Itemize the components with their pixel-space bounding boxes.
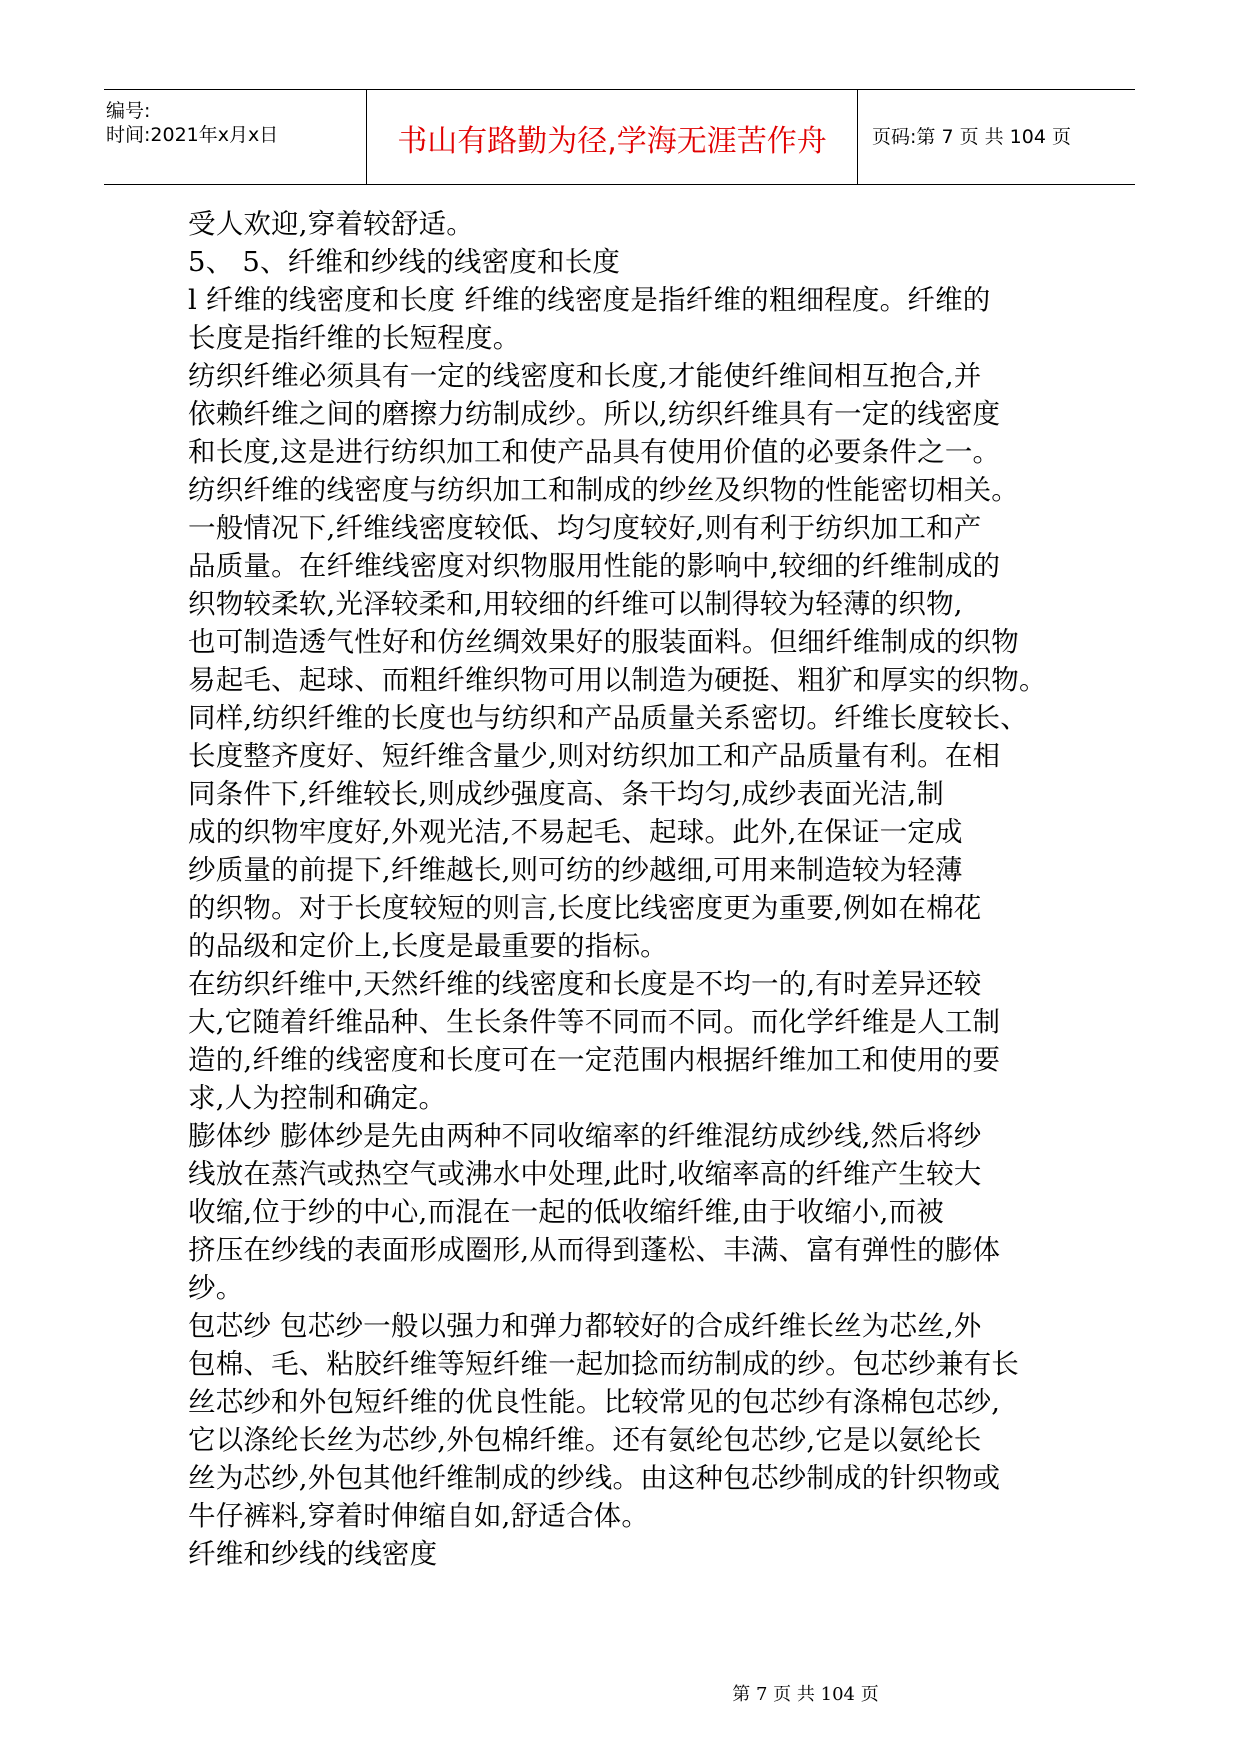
text-line: 品质量。在纤维线密度对织物服用性能的影响中,较细的纤维制成的 <box>188 550 1001 582</box>
text-line: 挤压在纱线的表面形成圈形,从而得到蓬松、丰满、富有弹性的膨体 <box>188 1234 1001 1266</box>
text-line: 和长度,这是进行纺织加工和使产品具有使用价值的必要条件之一。 <box>188 436 1001 468</box>
text-line: 膨体纱 膨体纱是先由两种不同收缩率的纤维混纺成纱线,然后将纱 <box>188 1120 982 1152</box>
text-line: l 纤维的线密度和长度 纤维的线密度是指纤维的粗细程度。纤维的 <box>188 284 991 316</box>
page-footer: 第 7 页 共 104 页 <box>732 1684 879 1705</box>
text-line: 收缩,位于纱的中心,而混在一起的低收缩纤维,由于收缩小,而被 <box>188 1196 944 1228</box>
header-right-cell <box>858 90 1135 184</box>
text-line: 长度是指纤维的长短程度。 <box>188 322 521 354</box>
document-body <box>188 205 1068 1573</box>
motto-text: 书山有路勤为径,学海无涯苦作舟 <box>397 124 827 159</box>
text-line: 长度整齐度好、短纤维含量少,则对纺织加工和产品质量有利。在相 <box>188 740 1001 772</box>
text-line: 同样,纺织纤维的长度也与纺织和产品质量关系密切。纤维长度较长、 <box>188 702 1028 734</box>
text-line: 纺织纤维的线密度与纺织加工和制成的纱丝及织物的性能密切相关。 <box>188 474 1019 506</box>
text-line: 也可制造透气性好和仿丝绸效果好的服装面料。但细纤维制成的织物 <box>188 626 1019 658</box>
page-header <box>104 89 1135 185</box>
text-line: 丝芯纱和外包短纤维的优良性能。比较常见的包芯纱有涤棉包芯纱, <box>188 1386 1001 1418</box>
text-line: 纱质量的前提下,纤维越长,则可纺的纱越细,可用来制造较为轻薄 <box>188 854 963 886</box>
text-line: 造的,纤维的线密度和长度可在一定范围内根据纤维加工和使用的要 <box>188 1044 1001 1076</box>
header-motto-cell <box>366 90 858 184</box>
header-left-cell <box>104 90 366 184</box>
text-line: 大,它随着纤维品种、生长条件等不同而不同。而化学纤维是人工制 <box>188 1006 1001 1038</box>
text-line: 纱。 <box>188 1272 244 1304</box>
text-line: 织物较柔软,光泽较柔和,用较细的纤维可以制得较为轻薄的织物, <box>188 588 963 620</box>
text-line: 成的织物牢度好,外观光洁,不易起毛、起球。此外,在保证一定成 <box>188 816 963 848</box>
text-line: 的织物。对于长度较短的则言,长度比线密度更为重要,例如在棉花 <box>188 892 982 924</box>
text-line: 包芯纱 包芯纱一般以强力和弹力都较好的合成纤维长丝为芯丝,外 <box>188 1310 982 1342</box>
page-number-label: 页码:第 7 页 共 104 页 <box>872 126 1071 148</box>
text-line: 的品级和定价上,长度是最重要的指标。 <box>188 930 668 962</box>
text-line: 包棉、毛、粘胶纤维等短纤维一起加捻而纺制成的纱。包芯纱兼有长 <box>188 1348 1019 1380</box>
text-line: 丝为芯纱,外包其他纤维制成的纱线。由这种包芯纱制成的针织物或 <box>188 1462 1001 1494</box>
text-line: 求,人为控制和确定。 <box>188 1082 447 1114</box>
text-line: 一般情况下,纤维线密度较低、均匀度较好,则有利于纺织加工和产 <box>188 512 982 544</box>
text-line: 依赖纤维之间的磨擦力纺制成纱。所以,纺织纤维具有一定的线密度 <box>188 398 1001 430</box>
text-line: 受人欢迎,穿着较舒适。 <box>188 208 474 240</box>
time-label: 时间:2021年x月x日 <box>106 124 279 146</box>
text-line: 同条件下,纤维较长,则成纱强度高、条干均匀,成纱表面光洁,制 <box>188 778 944 810</box>
text-line: 5、 5、纤维和纱线的线密度和长度 <box>188 246 621 278</box>
text-line: 它以涤纶长丝为芯纱,外包棉纤维。还有氨纶包芯纱,它是以氨纶长 <box>188 1424 982 1456</box>
text-line: 纤维和纱线的线密度 <box>188 1538 438 1570</box>
number-label: 编号: <box>106 100 151 122</box>
text-line: 纺织纤维必须具有一定的线密度和长度,才能使纤维间相互抱合,并 <box>188 360 982 392</box>
text-line: 牛仔裤料,穿着时伸缩自如,舒适合体。 <box>188 1500 650 1532</box>
text-line: 在纺织纤维中,天然纤维的线密度和长度是不均一的,有时差异还较 <box>188 968 982 1000</box>
text-line: 易起毛、起球、而粗纤维织物可用以制造为硬挺、粗犷和厚实的织物。 <box>188 664 1047 696</box>
text-line: 线放在蒸汽或热空气或沸水中处理,此时,收缩率高的纤维产生较大 <box>188 1158 982 1190</box>
